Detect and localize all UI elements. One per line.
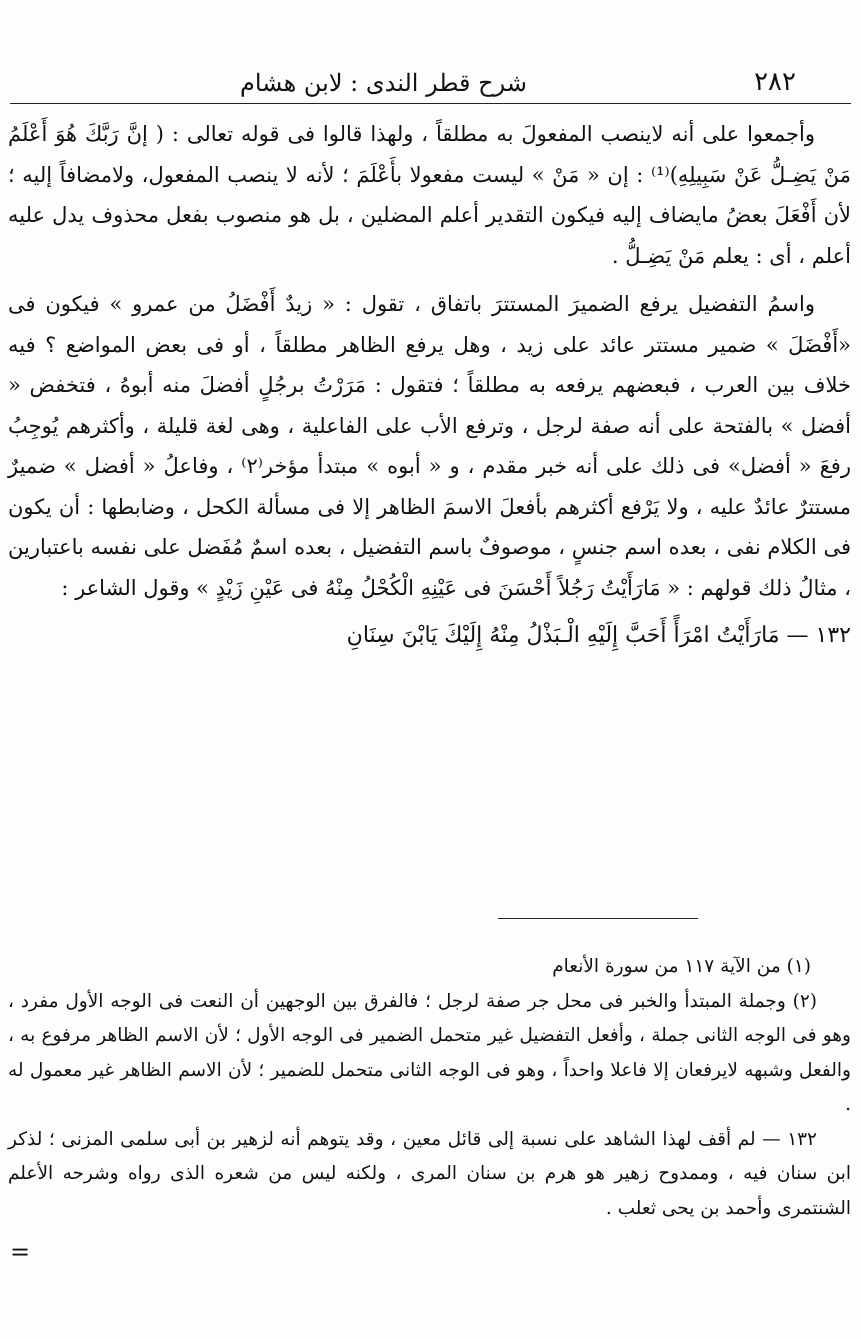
main-text (8, 114, 851, 657)
footnote-verse-132: ١٣٢ — لم أقف لهذا الشاهد على نسبة إلى قائل معين ، وقد يتوهم أنه لزهير بن أبى سلمى المزنى ؛ لذكر ابن سنان فيه ، وممدوح زهير هو هرم بن سنان المرى ، ولكنه ليس من شعره الذى رواه وشرحه الأعلم الشنتمرى وأحمد بن يحى ثعلب . (8, 1128, 851, 1219)
footnote-1: (١) من الآية ١١٧ من سورة الأنعام (552, 956, 811, 977)
running-title: شرح قطر الندى : لابن هشام (240, 69, 527, 97)
continuation-mark: = (10, 1238, 31, 1266)
page-header (10, 62, 851, 104)
paragraph-1: وأجمعوا على أنه لاينصب المفعولَ به مطلقاً ، ولهذا قالوا فى قوله تعالى : ( إنَّ رَبَّكَ هُوَ أَعْلَمُ مَنْ يَضِـلُّ عَنْ سَبِيلِهِ)⁽¹⁾ : إن « مَنْ » ليست مفعولا بأَعْلَمَ ؛ لأنه لا ينصب المفعول، ولامضافاً إليه ؛ لأن أَفْعَلَ بعضُ مايضاف إليه فيكون التقدير أعلم المضلين ، بل هو منصوب بفعل محذوف يدل عليه أعلم ، أى : يعلم مَنْ يَضِـلُّ . (8, 122, 851, 268)
footnote-separator (498, 918, 698, 919)
paragraph-2: واسمُ التفضيل يرفع الضميرَ المستترَ باتفاق ، تقول : « زيدٌ أَفْضَلُ من عمرو » فيكون فى «أَفْضَلَ » ضمير مستتر عائد على زيد ، وهل يرفع الظاهر مطلقاً ، أو فى بعض المواضع ؟ فيه خلاف بين العرب ، فبعضهم يرفعه به مطلقاً ؛ فتقول : مَرَرْتُ برجُلٍ أفضلَ منه أبوهُ ، فتخفض « أفضل » بالفتحة على أنه صفة لرجل ، وترفع الأب على الفاعلية ، وهى لغة قليلة ، وأكثرهم يُوجِبُ رفعَ « أفضل» فى ذلك على أنه خبر مقدم ، و « أبوه » مبتدأ مؤخر⁽٢⁾ ، وفاعلُ « أفضل » ضميرٌ مستترٌ عائدٌ عليه ، ولا يَرْفع أكثرهم بأفعلَ الاسمَ الظاهر إلا فى مسألة الكحل ، وضابطها : أن يكون فى الكلام نفى ، بعده اسم جنسٍ ، موصوفٌ باسم التفضيل ، بعده اسمٌ مُفَضل على نفسه باعتبارين ، مثالُ ذلك قولهم : « مَارَأَيْتُ رَجُلاً أَحْسَنَ فى عَيْنِهِ الْكُحْلُ مِنْهُ فى عَيْنِ زَيْدٍ » وقول الشاعر : (8, 292, 851, 600)
footnote-2: (٢) وجملة المبتدأ والخبر فى محل جر صفة لرجل ؛ فالفرق بين الوجهين أن النعت فى الوجه الأول مفرد ، وهو فى الوجه الثانى جملة ، وأفعل التفضيل غير متحمل الضمير فى الوجه الأول ؛ لأن الاسم الظاهر مرفوع به ، والفعل وشبهه لايرفعان إلا فاعلا واحداً ، وهو فى الوجه الثانى متحمل للضمير ؛ لأن الاسم الظاهر غير معمول له . (8, 990, 851, 1115)
footnotes (8, 950, 851, 1226)
page-number: ٢٨٢ (754, 67, 796, 97)
poetry-verse: ١٣٢ — مَارَأَيْتُ امْرَأً أَحَبَّ إِلَيْهِ الْـبَذْلُ مِنْهُ إِلَيْكَ يَابْنَ سِنَانِ (346, 623, 851, 648)
